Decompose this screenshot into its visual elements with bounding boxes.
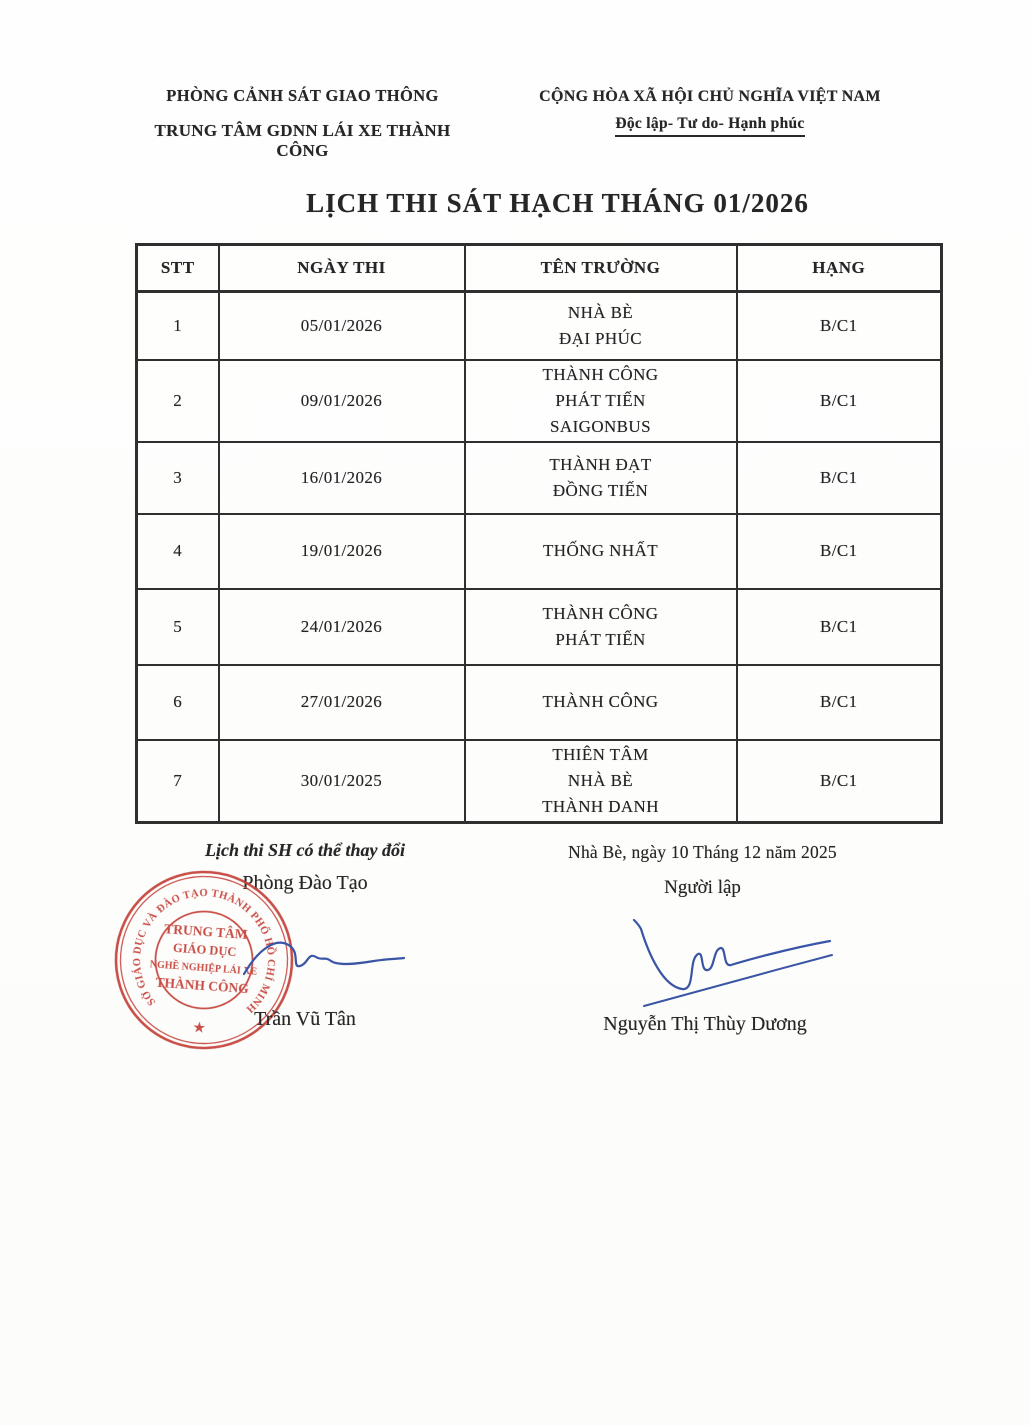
- stamp-center-line-2: GIÁO DỤC: [172, 940, 237, 960]
- school-name-line: PHÁT TIẾN: [555, 390, 646, 410]
- cell-license-grade: B/C1: [737, 740, 942, 823]
- cell-license-grade: B/C1: [737, 665, 942, 740]
- cell-school-name: [465, 442, 737, 514]
- cell-license-grade: B/C1: [737, 292, 942, 360]
- cell-school-name: [465, 514, 737, 589]
- table-row: [137, 740, 942, 823]
- cell-stt: 7: [137, 740, 219, 823]
- column-header-grade: HẠNG: [737, 245, 942, 292]
- stamp-center-line-3: NGHỀ NGHIỆP LÁI XE: [149, 959, 258, 978]
- school-name-line: NHÀ BÈ: [567, 770, 634, 790]
- national-motto-block: [525, 88, 895, 137]
- school-name-line: ĐẠI PHÚC: [558, 328, 642, 348]
- stamp-center-line-4: THÀNH CÔNG: [155, 974, 250, 997]
- cell-stt: 6: [137, 665, 219, 740]
- cell-exam-date: 09/01/2026: [219, 360, 465, 442]
- national-motto: Độc lập- Tư do- Hạnh phúc: [615, 115, 804, 137]
- school-name-line: THÀNH CÔNG: [542, 603, 659, 623]
- cell-exam-date: 30/01/2025: [219, 740, 465, 823]
- cell-exam-date: 19/01/2026: [219, 514, 465, 589]
- issuer-line-1: PHÒNG CẢNH SÁT GIAO THÔNG: [166, 86, 439, 105]
- table-header: [137, 245, 942, 292]
- table-row: [137, 665, 942, 740]
- place-date-line: Nhà Bè, ngày 10 Tháng 12 năm 2025: [568, 842, 837, 862]
- school-name-line: PHÁT TIẾN: [555, 629, 646, 649]
- column-header-stt: STT: [137, 245, 219, 292]
- table-row: [137, 292, 942, 360]
- cell-school-name: [465, 665, 737, 740]
- school-name-line: NHÀ BÈ: [567, 302, 634, 322]
- preparer-role-label: Người lập: [664, 877, 741, 898]
- national-title: CỘNG HÒA XÃ HỘI CHỦ NGHĨA VIỆT NAM: [539, 88, 881, 105]
- signature-right-scribble: [618, 908, 846, 1016]
- cell-stt: 5: [137, 589, 219, 665]
- cell-school-name: [465, 292, 737, 360]
- school-name-line: THÀNH ĐẠT: [549, 454, 652, 474]
- school-name-line: ĐỒNG TIẾN: [552, 480, 649, 500]
- cell-school-name: [465, 589, 737, 665]
- cell-school-name: [465, 740, 737, 823]
- cell-stt: 1: [137, 292, 219, 360]
- issuer-block: [130, 86, 475, 161]
- table-header-row: [137, 245, 942, 292]
- cell-stt: 4: [137, 514, 219, 589]
- signature-left-scribble: [238, 928, 410, 990]
- stamp-ring-text: SỞ GIÁO DỤC VÀ ĐÀO TẠO THÀNH PHỐ HỒ CHÍ MINH: [130, 886, 278, 1016]
- cell-stt: 2: [137, 360, 219, 442]
- school-name-line: THỐNG NHẤT: [543, 541, 658, 560]
- school-name-line: THÀNH CÔNG: [542, 692, 659, 711]
- cell-license-grade: B/C1: [737, 360, 942, 442]
- table-row: [137, 442, 942, 514]
- table-row: [137, 360, 942, 442]
- school-name-line: THÀNH DANH: [542, 796, 659, 816]
- cell-exam-date: 16/01/2026: [219, 442, 465, 514]
- exam-schedule-table: [135, 243, 943, 824]
- cell-license-grade: B/C1: [737, 589, 942, 665]
- table-row: [137, 589, 942, 665]
- department-label: Phòng Đào Tạo: [242, 872, 368, 894]
- table-row: [137, 514, 942, 589]
- cell-exam-date: 27/01/2026: [219, 665, 465, 740]
- school-name-line: THIÊN TÂM: [552, 744, 649, 764]
- cell-license-grade: B/C1: [737, 514, 942, 589]
- stamp-center-line-1: TRUNG TÂM: [163, 921, 249, 942]
- column-header-date: NGÀY THI: [219, 245, 465, 292]
- right-signer-name: Nguyễn Thị Thùy Dương: [603, 1013, 807, 1035]
- issuer-line-2: TRUNG TÂM GDNN LÁI XE THÀNH CÔNG: [154, 121, 451, 160]
- stamp-star-icon: ★: [192, 1019, 206, 1036]
- cell-stt: 3: [137, 442, 219, 514]
- column-header-school: TÊN TRƯỜNG: [465, 245, 737, 292]
- school-name-line: THÀNH CÔNG: [542, 364, 659, 384]
- page-title: LỊCH THI SÁT HẠCH THÁNG 01/2026: [306, 188, 809, 218]
- change-notice: Lịch thi SH có thể thay đổi: [204, 840, 405, 860]
- schedule-table-body: [137, 292, 942, 823]
- cell-exam-date: 24/01/2026: [219, 589, 465, 665]
- left-signer-name: Trần Vũ Tân: [254, 1008, 356, 1030]
- school-name-line: SAIGONBUS: [550, 416, 651, 436]
- cell-exam-date: 05/01/2026: [219, 292, 465, 360]
- cell-license-grade: B/C1: [737, 442, 942, 514]
- cell-school-name: [465, 360, 737, 442]
